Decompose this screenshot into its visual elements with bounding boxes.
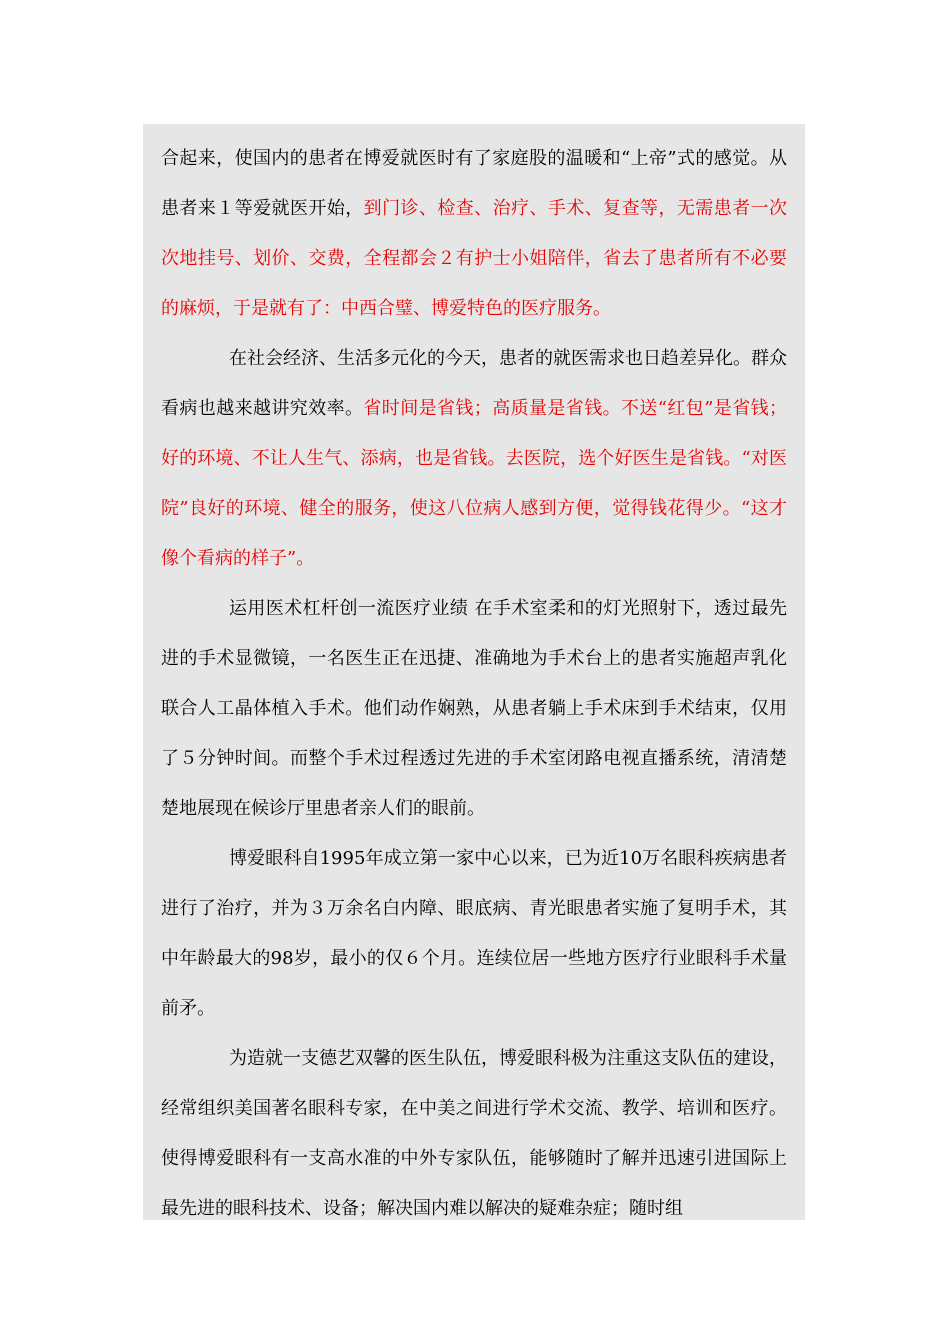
- paragraph-2: [161, 334, 787, 584]
- paragraph-3-text: 运用医术杠杆创一流医疗业绩 在手术室柔和的灯光照射下，透过最先进的手术显微镜，一名医生正在迅捷、准确地为手术台上的患者实施超声乳化联合人工晶体植入手术。他们动作娴熟，从患者躺上手术床到手术结束，仅用了５分钟时间。而整个手术过程透过先进的手术室闭路电视直播系统，清清楚楚地展现在候诊厅里患者亲人们的眼前。: [161, 598, 787, 819]
- paragraph-2-highlight: 省时间是省钱；高质量是省钱。不送“红包”是省钱；好的环境、不让人生气、添病，也是省钱。去医院，选个好医生是省钱。“对医院”良好的环境、健全的服务，使这八位病人感到方便，觉得钱花得少。“这才像个看病的样子”。: [161, 398, 788, 569]
- paragraph-4: [161, 834, 787, 1034]
- paragraph-1: [161, 134, 787, 334]
- paragraph-5: [161, 1034, 787, 1220]
- paragraph-2-text: 在社会经济、生活多元化的今天，患者的就医需求也日趋差异化。群众看病也越来越讲究效率。: [161, 348, 787, 419]
- paragraph-1-text: 合起来，使国内的患者在博爱就医时有了家庭股的温暖和“上帝”式的感觉。从患者来１等爱就医开始，: [161, 148, 787, 219]
- paragraph-4-text: 博爱眼科自1995年成立第一家中心以来，已为近10万名眼科疾病患者进行了治疗，并为３万余名白内障、眼底病、青光眼患者实施了复明手术，其中年龄最大的98岁，最小的仅６个月。连续位居一些地方医疗行业眼科手术量前矛。: [161, 848, 787, 1019]
- paragraph-5-text: 为造就一支德艺双馨的医生队伍，博爱眼科极为注重这支队伍的建设，经常组织美国著名眼科专家，在中美之间进行学术交流、教学、培训和医疗。使得博爱眼科有一支高水准的中外专家队伍，能够随时了解并迅速引进国际上最先进的眼科技术、设备；解决国内难以解决的疑难杂症；随时组: [161, 1048, 787, 1219]
- paragraph-3: [161, 584, 787, 834]
- document-text-block: [143, 124, 805, 1220]
- paragraph-1-highlight: 到门诊、检查、治疗、手术、复查等，无需患者一次次地挂号、划价、交费，全程都会２有护士小姐陪伴，省去了患者所有不必要的麻烦，于是就有了：中西合璧、博爱特色的医疗服务。: [161, 198, 788, 319]
